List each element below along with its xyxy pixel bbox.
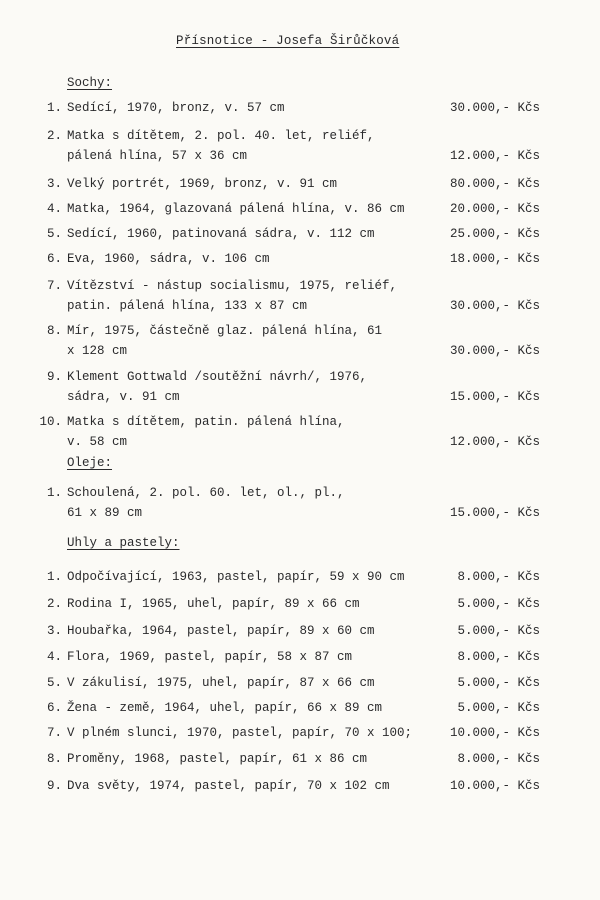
item-price: 10.000,- Kčs	[449, 726, 540, 740]
item-text: patin. pálená hlína, 133 x 87 cm	[67, 299, 308, 313]
item-text: Rodina I, 1965, uhel, papír, 89 x 66 cm	[67, 597, 360, 611]
item-price: 5.000,- Kčs	[457, 597, 540, 611]
item-number: 2.	[46, 129, 62, 143]
section-heading-sochy: Sochy:	[67, 76, 113, 90]
item-number: 9.	[46, 779, 62, 793]
item-price: 12.000,- Kčs	[449, 435, 540, 449]
item-text: sádra, v. 91 cm	[67, 390, 180, 404]
item-price: 5.000,- Kčs	[457, 701, 540, 715]
item-number: 5.	[46, 227, 62, 241]
item-number: 9.	[46, 370, 62, 384]
item-number: 4.	[46, 650, 62, 664]
item-text: Houbařka, 1964, pastel, papír, 89 x 60 cm	[67, 624, 375, 638]
item-text: Flora, 1969, pastel, papír, 58 x 87 cm	[67, 650, 353, 664]
item-text: Velký portrét, 1969, bronz, v. 91 cm	[67, 177, 338, 191]
item-price: 15.000,- Kčs	[449, 506, 540, 520]
item-price: 5.000,- Kčs	[457, 624, 540, 638]
item-text: Proměny, 1968, pastel, papír, 61 x 86 cm	[67, 752, 368, 766]
item-text: V zákulisí, 1975, uhel, papír, 87 x 66 cm	[67, 676, 375, 690]
item-text: Matka s dítětem, patin. pálená hlína,	[67, 415, 345, 429]
item-text: V plném slunci, 1970, pastel, papír, 70 x 100;	[67, 726, 413, 740]
item-text: Žena - země, 1964, uhel, papír, 66 x 89 cm	[67, 701, 383, 715]
item-price: 30.000,- Kčs	[449, 299, 540, 313]
item-text: Matka, 1964, glazovaná pálená hlína, v. 86 cm	[67, 202, 405, 216]
item-price: 12.000,- Kčs	[449, 149, 540, 163]
item-price: 30.000,- Kčs	[449, 101, 540, 115]
item-text: Vítězství - nástup socialismu, 1975, reliéf,	[67, 279, 398, 293]
item-number: 1.	[46, 570, 62, 584]
item-text: Dva světy, 1974, pastel, papír, 70 x 102 cm	[67, 779, 390, 793]
item-price: 5.000,- Kčs	[457, 676, 540, 690]
item-price: 10.000,- Kčs	[449, 779, 540, 793]
item-price: 18.000,- Kčs	[449, 252, 540, 266]
item-price: 8.000,- Kčs	[457, 570, 540, 584]
item-number: 3.	[46, 177, 62, 191]
item-number: 3.	[46, 624, 62, 638]
item-price: 15.000,- Kčs	[449, 390, 540, 404]
item-price: 8.000,- Kčs	[457, 650, 540, 664]
item-text: pálená hlína, 57 x 36 cm	[67, 149, 248, 163]
item-text: Sedící, 1960, patinovaná sádra, v. 112 cm	[67, 227, 375, 241]
section-heading-uhly: Uhly a pastely:	[67, 536, 180, 550]
page-title: Přísnotice - Josefa Širůčková	[176, 34, 400, 48]
item-text: Mír, 1975, částečně glaz. pálená hlína, 61	[67, 324, 383, 338]
item-number: 7.	[46, 726, 62, 740]
item-number: 4.	[46, 202, 62, 216]
section-heading-oleje: Oleje:	[67, 456, 113, 470]
item-price: 20.000,- Kčs	[449, 202, 540, 216]
item-number: 8.	[46, 324, 62, 338]
item-text: Schoulená, 2. pol. 60. let, ol., pl.,	[67, 486, 345, 500]
item-number: 7.	[46, 279, 62, 293]
item-text: 61 x 89 cm	[67, 506, 143, 520]
item-text: Eva, 1960, sádra, v. 106 cm	[67, 252, 270, 266]
item-price: 30.000,- Kčs	[449, 344, 540, 358]
item-text: Klement Gottwald /soutěžní návrh/, 1976,	[67, 370, 368, 384]
item-text: Sedící, 1970, bronz, v. 57 cm	[67, 101, 285, 115]
item-number: 6.	[46, 701, 62, 715]
item-number: 8.	[46, 752, 62, 766]
item-text: Odpočívající, 1963, pastel, papír, 59 x 90 cm	[67, 570, 405, 584]
item-number: 1.	[46, 486, 62, 500]
item-price: 25.000,- Kčs	[449, 227, 540, 241]
item-price: 8.000,- Kčs	[457, 752, 540, 766]
item-number: 6.	[46, 252, 62, 266]
item-text: Matka s dítětem, 2. pol. 40. let, reliéf,	[67, 129, 375, 143]
item-number: 1.	[46, 101, 62, 115]
item-text: x 128 cm	[67, 344, 128, 358]
item-number: 5.	[46, 676, 62, 690]
item-price: 80.000,- Kčs	[449, 177, 540, 191]
item-text: v. 58 cm	[67, 435, 128, 449]
item-number: 10.	[39, 415, 62, 429]
item-number: 2.	[46, 597, 62, 611]
